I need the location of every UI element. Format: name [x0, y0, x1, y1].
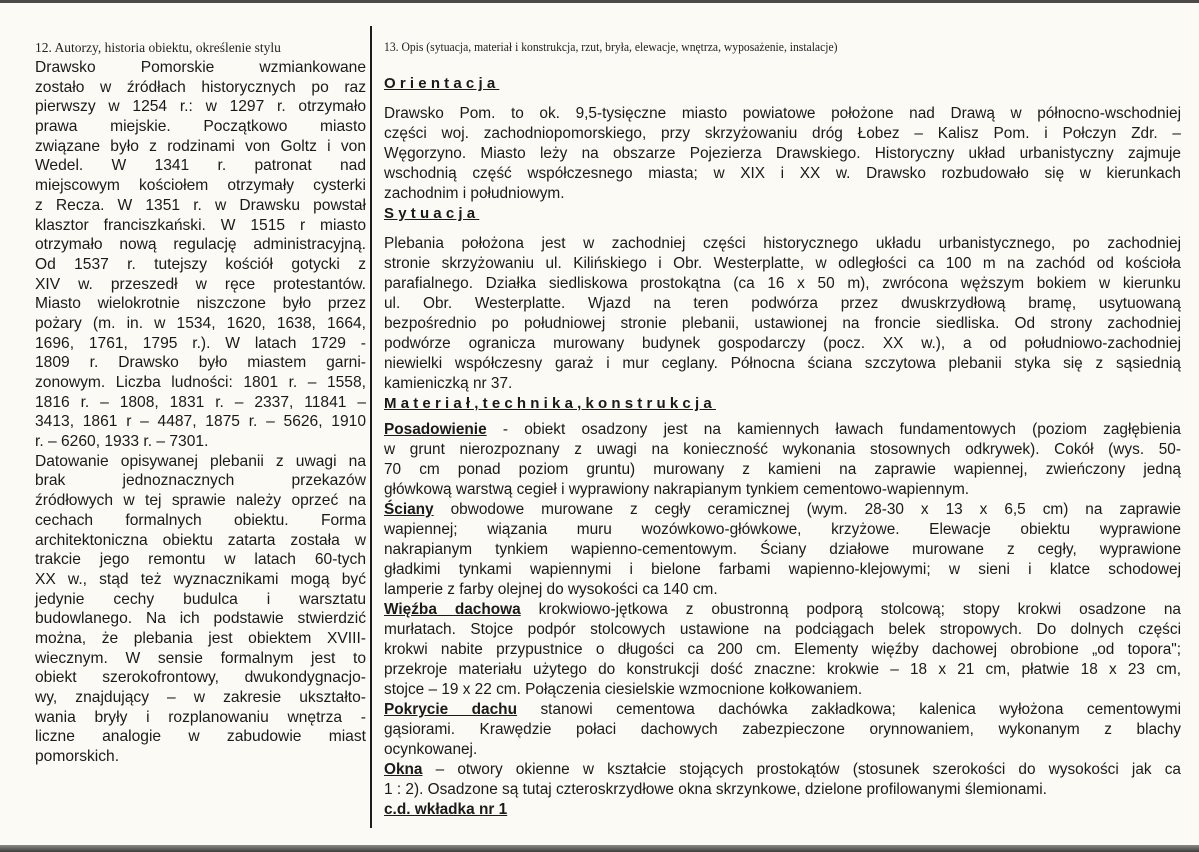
text-line: zostało w źródłach historycznych po raz [35, 78, 366, 96]
text-line: Datowanie opisywanej plebanii z uwagi na [35, 452, 366, 470]
text-line: XIV w. przeszedł w ręce protestantów. [35, 275, 366, 293]
text-line [384, 700, 1181, 720]
line-text: bezpośrednio po południowej stronie plebanii, ustawionej na froncie siedliska. Od strony zachodniej [384, 315, 1181, 332]
text-line [384, 720, 1181, 740]
section-13-header: 13. Opis (sytuacja, materiał i konstrukcja, rzut, bryła, elewacje, wnętrza, wyposażenie, instalacje) [384, 40, 838, 54]
text-line: architektoniczna obiektu zatarta została w [35, 531, 366, 549]
line-text: przekroje materiału użytego do konstrukcji dość znaczne: krokwie – 18 x 21 cm, płatwie 18 x 23 cm, [384, 661, 1181, 678]
text-line: pożary (m. in. w 1534, 1620, 1638, 1664, [35, 314, 366, 332]
paragraph-lead: Więźba dachowa [384, 601, 521, 618]
text-line [384, 540, 1181, 560]
text-line: budowlanego. Na ich podstawie stwierdzić [35, 610, 366, 628]
text-line: można, że plebania jest obiektem XVIII- [35, 629, 366, 647]
line-text: stronie skrzyżowaniu ul. Kilińskiego i Obr. Westerplatte, w odległości ca 100 m na zachód od kościoła [384, 255, 1181, 272]
text-line: wy, znajdujący – w zakresie ukształto- [35, 689, 366, 706]
paragraph-lead: Pokrycie dachu [384, 701, 517, 718]
line-text: krokwi nabite przypustnice o długości ca 200 cm. Elementy więźby dachowej obrobione „od topora"; [384, 641, 1181, 658]
text-line: 1816 r. – 1808, 1831 r. – 2337, 11841 – [35, 393, 366, 411]
line-text: niewielki współczesny garaż i mur ceglany. Północna ściana szczytowa plebanii styka się z sąsiednią [384, 355, 1181, 372]
text-line: wiecznym. W sensie formalnym jest to [35, 649, 366, 667]
paragraph [384, 420, 1181, 500]
text-line [384, 274, 1181, 294]
line-text: - obiekt osadzony jest na kamiennych ławach fundamentowych (poziom zagłębienia [486, 421, 1181, 438]
text-line [384, 294, 1181, 314]
paragraph [384, 234, 1181, 394]
section-heading-row [384, 74, 1181, 94]
text-line [384, 520, 1181, 540]
text-line [384, 374, 1181, 394]
text-line [384, 184, 1181, 204]
line-text: Plebania położona jest w zachodniej części historycznego układu urbanistycznego, po zachodniej [384, 235, 1181, 252]
line-text: nakrapianym tynkiem wapienno-cementowym. Ściany działowe murowane z cegły, wyprawione [384, 541, 1181, 558]
text-line [384, 420, 1181, 440]
section-heading-row [384, 394, 1181, 414]
text-line: 1809 r. Drawsko było miastem garni- [35, 354, 366, 372]
text-line [384, 760, 1181, 780]
text-line [384, 500, 1181, 520]
section-12-header: 12. Autorzy, historia obiektu, określenie stylu [35, 40, 281, 55]
text-line: jedynie cechy budulca i warsztatu [35, 590, 366, 608]
text-line: 1696, 1761, 1795 r.). W latach 1729 - [35, 334, 366, 352]
text-line [384, 660, 1181, 680]
line-text: wschodnią część współczesnego miasta; w XIX i XX w. Drawsko rozbudowało się w kierunkach [384, 165, 1181, 182]
text-line [384, 354, 1181, 374]
text-line [384, 640, 1181, 660]
text-line [384, 580, 1181, 600]
text-line: miejscowym kościołem otrzymały cysterki [35, 177, 366, 195]
text-line [384, 124, 1181, 144]
text-line: brak jednoznacznych przekazów [35, 472, 366, 490]
line-text: krokwiowo-jętkowa z obustronną podporą stolcową; stopy krokwi osadzone na [520, 601, 1181, 618]
description-column [384, 74, 1181, 820]
text-line: pierwszy w 1254 r.: w 1297 r. otrzymało [35, 98, 366, 116]
text-line: z Recza. W 1351 r. w Drawsku powstał [35, 196, 366, 214]
text-line [384, 234, 1181, 254]
text-line: pomorskich. [35, 748, 120, 766]
line-text: gładkimi tynkami wapiennymi i bielone farbami wapienno-klejowymi; w sieni i klatce schodowej [384, 561, 1181, 578]
text-line: trakcie jego remontu w latach 60-tych [35, 551, 366, 569]
line-text: zachodnim i południowym. [384, 185, 565, 202]
paragraph-lead: Ściany [384, 501, 434, 518]
text-line [384, 600, 1181, 620]
text-line [384, 620, 1181, 640]
line-text: Węgorzyno. Miasto leży na obszarze Pojezierza Drawskiego. Historyczny układ urbanistyczny zajmuje [384, 145, 1181, 162]
paragraph [384, 500, 1181, 600]
history-column [35, 58, 366, 767]
column-divider [370, 26, 372, 828]
text-line: otrzymało nową regulację administracyjną. [35, 236, 366, 254]
line-text: wapiennej; wiązania muru wozówkowo-główkowe, krzyżowe. Elewacje obiektu wyprawione [384, 521, 1181, 538]
scan-edge-bottom [0, 845, 1199, 852]
text-line: zonowym. Liczba ludności: 1801 r. – 1558, [35, 374, 366, 391]
line-text: 70 cm ponad poziom gruntu) murowany z kamieni na zaprawie wapiennej, zwieńczony jedną [384, 461, 1181, 478]
text-line: Drawsko Pomorskie wzmiankowane [35, 59, 366, 76]
text-line [384, 740, 1181, 760]
text-line [384, 440, 1181, 460]
text-line [384, 334, 1181, 354]
text-line [384, 780, 1181, 800]
text-line: obiekt szerokofrontowy, dwukondygnacjo- [35, 669, 366, 687]
text-line: Wedel. W 1341 r. patronat nad [35, 157, 366, 175]
text-line: liczne analogie w zabudowie miast [35, 728, 366, 746]
continuation-note: c.d. wkładka nr 1 [384, 801, 508, 818]
line-text: 1 : 2). Osadzone są tutaj czteroskrzydłowe okna skrzynkowe, dzielone profilowanymi ślemionami. [384, 781, 1047, 798]
line-text: – otwory okienne w kształcie stojących prostokątów (stosunek szerokości do wysokości jak ca [422, 761, 1181, 778]
text-line: wania bryły i rozplanowaniu wnętrza - [35, 708, 366, 726]
line-text: podwórze ogranicza murowany budynek gospodarczy (pocz. XX w.), a od południowo-zachodniej [384, 335, 1181, 352]
spacer [384, 224, 1181, 234]
text-line: XX w., stąd też wyznacznikami mogą być [35, 570, 366, 588]
line-text: gąsiorami. Krawędzie połaci dachowych zabezpieczone orynnowaniem, wykonanym z blachy [384, 721, 1181, 738]
text-line [384, 560, 1181, 580]
line-text: stanowi cementowa dachówka zakładkowa; kalenica wyłożona cementowymi [516, 701, 1181, 718]
line-text: główkową warstwą cegieł i wyprawiony nakrapianym tynkiem cementowo-wapiennym. [384, 481, 970, 498]
text-line: klasztor franciszkański. W 1515 r miasto [35, 216, 366, 234]
text-line [384, 144, 1181, 164]
paragraph [384, 700, 1181, 760]
text-line: źródłowych w tej sprawie należy oprzeć na [35, 492, 366, 510]
section-heading-row [384, 204, 1181, 224]
section-heading: Orientacja [384, 75, 500, 92]
spacer [384, 94, 1181, 104]
text-line: Miasto wielokrotnie niszczone było przez [35, 295, 366, 313]
line-text: Drawsko Pom. to ok. 9,5-tysięczne miasto powiatowe położone nad Drawą w północno-wschodniej [384, 105, 1181, 122]
line-text: ul. Obr. Westerplatte. Wjazd na teren podwórza przez dwuskrzydłową bramę, usytuowaną [384, 295, 1181, 312]
line-text: lamperie z farby olejnej do wysokości ca 140 cm. [384, 581, 718, 598]
text-line [384, 254, 1181, 274]
line-text: stojce – 19 x 22 cm. Połączenia ciesielskie wzmocnione kołkowaniem. [384, 681, 863, 698]
line-text: w grunt nierozpoznany z uwagi na konieczność wykonania stosownych odkrywek). Cokół (wys. 50- [384, 441, 1181, 458]
text-line: cechach formalnych obiektu. Forma [35, 511, 366, 529]
text-line [384, 680, 1181, 700]
continuation-row [384, 800, 1181, 820]
text-line: Od 1537 r. tutejszy kościół gotycki z [35, 255, 366, 273]
text-line [384, 480, 1181, 500]
line-text: ocynkowanej. [384, 741, 478, 758]
text-line [384, 164, 1181, 184]
text-line: 3413, 1861 r – 4487, 1875 r. – 5626, 1910 [35, 413, 366, 431]
text-line [384, 104, 1181, 124]
line-text: kamieniczką nr 37. [384, 375, 513, 392]
text-line: prawa miejskie. Początkowo miasto [35, 118, 366, 136]
section-heading: Sytuacja [384, 205, 480, 222]
paragraph [384, 104, 1181, 204]
paragraph [384, 600, 1181, 700]
paragraph-lead: Okna [384, 761, 423, 778]
paragraph-lead: Posadowienie [384, 421, 487, 438]
paragraph [384, 760, 1181, 800]
text-line [384, 460, 1181, 480]
section-heading: Materiał,technika,konstrukcja [384, 395, 716, 412]
scan-edge-top [0, 0, 1199, 3]
text-line: r. – 6260, 1933 r. – 7301. [35, 433, 209, 451]
line-text: części woj. zachodniopomorskiego, przy skrzyżowaniu dróg Łobez – Kalisz Pom. i Połczyn Zdr. – [384, 125, 1181, 142]
line-text: parafialnego. Działka siedliskowa prostokątna (ca 16 x 50 m), zwrócona węższym bokiem w kierunku [384, 275, 1181, 292]
line-text: murłatach. Stojce podpór stolcowych ustawione na podciągach belek stropowych. Do dolnych części [384, 621, 1181, 638]
text-line: związane było z rodzinami von Goltz i von [35, 137, 366, 155]
line-text: obwodowe murowane z cegły ceramicznej (wym. 28-30 x 13 x 6,5 cm) na zaprawie [433, 501, 1181, 518]
text-line [384, 314, 1181, 334]
